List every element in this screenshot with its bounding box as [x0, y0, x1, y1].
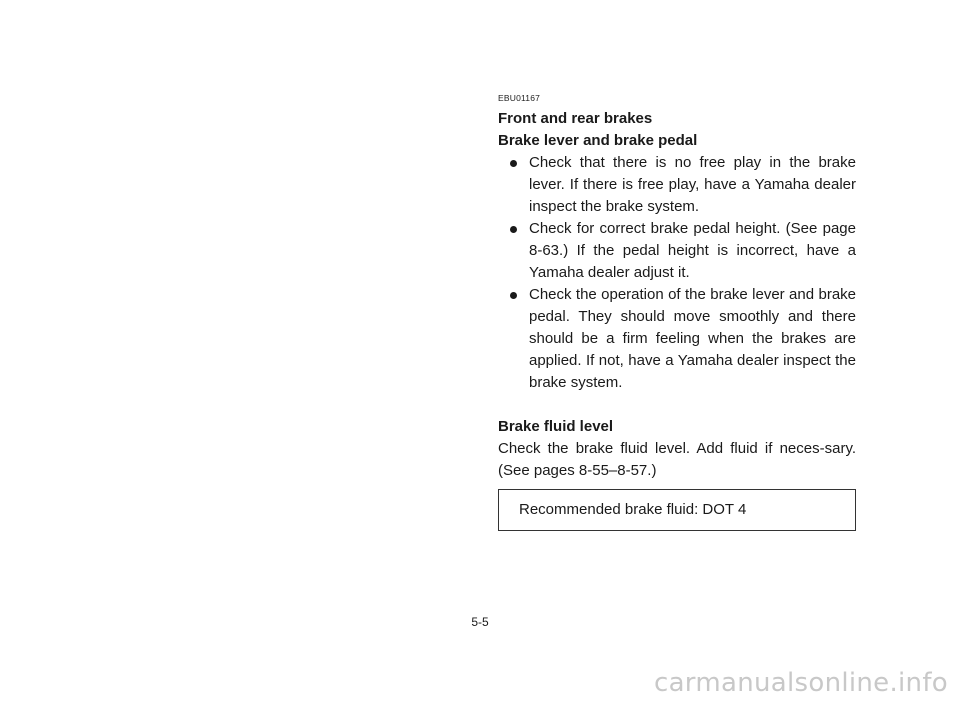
section-title: Front and rear brakes: [498, 110, 653, 127]
list-item: [498, 152, 856, 218]
list-item-text: Check the operation of the brake lever and brake pedal. They should move smoothly and there should be a firm feeling when the brakes are applied. If not, have a Yamaha dealer inspect the brake system.: [529, 286, 856, 391]
page-number: 5-5: [471, 615, 489, 629]
spacer: [498, 394, 856, 416]
reference-code: EBU01167: [498, 93, 541, 103]
section-subtitle: Brake lever and brake pedal: [498, 132, 698, 149]
list-item-text: Check that there is no free play in the brake lever. If there is free play, have a Yamaha dealer inspect the brake system.: [529, 154, 856, 215]
fluid-heading: Brake fluid level: [498, 418, 614, 435]
spec-text: Recommended brake fluid: DOT 4: [519, 501, 747, 518]
list-item-text: Check for correct brake pedal height. (See page 8-63.) If the pedal height is incorrect, have a Yamaha dealer adjust it.: [529, 220, 856, 281]
bullet-icon: [510, 226, 517, 233]
list-item: [498, 284, 856, 394]
bullet-icon: [510, 160, 517, 167]
bullet-icon: [510, 292, 517, 299]
check-list: [498, 152, 856, 394]
spec-box: [498, 489, 856, 531]
fluid-body: Check the brake fluid level. Add fluid if neces-sary. (See pages 8-55–8-57.): [498, 440, 856, 479]
content-column: [498, 92, 856, 482]
list-item: [498, 218, 856, 284]
watermark: carmanualsonline.info: [653, 668, 948, 698]
